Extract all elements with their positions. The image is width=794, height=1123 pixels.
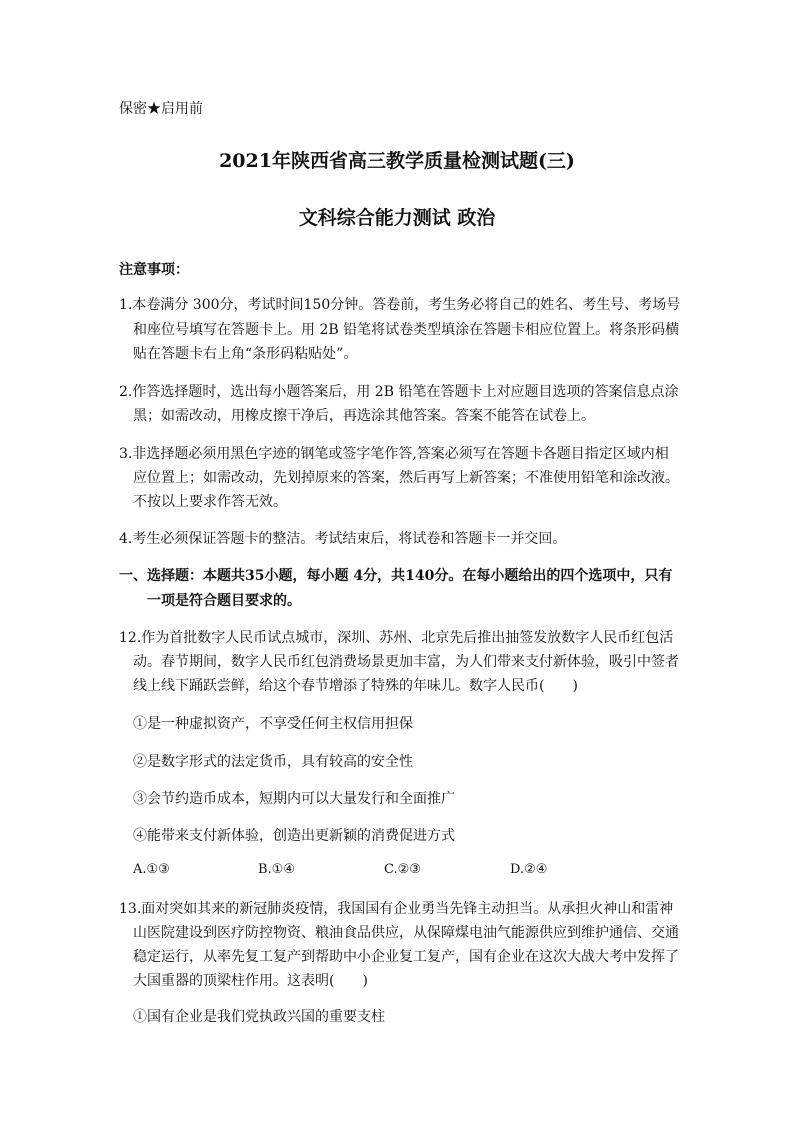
q13-stem-line-4: 大国重器的顶梁柱作用。这表明( ) (133, 973, 368, 989)
q12-stem-line-2: 动。春节期间，数字人民币红包消费场景更加丰富，为人们带来支付新体验，吸引中签者 (133, 654, 679, 670)
q12-option-3: ③会节约造币成本，短期内可以大量发行和全面推广 (133, 791, 455, 807)
q12-option-2: ②是数字形式的法定货币，具有较高的安全性 (133, 754, 413, 770)
notice-heading: 注意事项： (119, 262, 189, 278)
notice-item-2-line-1: 2.作答选择题时，选出每小题答案后，用 2B 铅笔在答题卡上对应题目选项的答案信息点涂 (119, 384, 679, 400)
q12-choice-a: A.①③ (133, 862, 170, 877)
q12-choice-d: D.②④ (510, 862, 548, 877)
notice-item-1-line-3: 贴在答题卡右上角“条形码粘贴处”。 (133, 346, 358, 362)
section-heading-line-2: 一项是符合题目要求的。 (147, 593, 301, 609)
notice-item-4-line-1: 4.考生必须保证答题卡的整洁。考试结束后，将试卷和答题卡一并交回。 (119, 531, 567, 547)
q12-choice-c: C.②③ (384, 862, 421, 877)
q12-choice-b: B.①④ (258, 862, 295, 877)
section-heading-line-1: 一、选择题：本题共35小题，每小题 4分，共140分。在每小题给出的四个选项中，只有 (119, 568, 673, 584)
exam-subtitle: 文科综合能力测试 政治 (298, 207, 496, 229)
exam-title: 2021年陕西省高三教学质量检测试题(三) (219, 150, 575, 172)
q13-option-1: ①国有企业是我们党执政兴国的重要支柱 (133, 1009, 385, 1025)
notice-item-3-line-2: 应位置上；如需改动，先划掉原来的答案，然后再写上新答案；不准使用铅笔和涂改液。 (133, 470, 679, 486)
confidential-label: 保密★启用前 (119, 101, 203, 117)
notice-item-3-line-3: 不按以上要求作答无效。 (133, 494, 287, 510)
q12-option-4: ④能带来支付新体验，创造出更新颖的消费促进方式 (133, 828, 455, 844)
q13-stem-line-1: 13.面对突如其来的新冠肺炎疫情，我国国有企业勇当先锋主动担当。从承担火神山和雷神 (119, 901, 674, 917)
notice-item-1-line-2: 和座位号填写在答题卡上。用 2B 铅笔将试卷类型填涂在答题卡相应位置上。将条形码横 (133, 322, 680, 338)
q13-stem-line-2: 山医院建设到医疗防控物资、粮油食品供应，从保障煤电油气能源供应到维护通信、交通 (133, 925, 679, 941)
q12-option-1: ①是一种虚拟资产，不享受任何主权信用担保 (133, 716, 413, 732)
notice-item-3-line-1: 3.非选择题必须用黑色字迹的钢笔或签字笔作答,答案必须写在答题卡各题目指定区域内相 (119, 446, 669, 462)
q12-stem-line-1: 12.作为首批数字人民币试点城市，深圳、苏州、北京先后推出抽签发放数字人民币红包活 (119, 630, 674, 646)
q12-stem-line-3: 线上线下踊跃尝鲜，给这个春节增添了特殊的年味儿。数字人民币( ) (133, 678, 578, 694)
notice-item-2-line-2: 黑；如需改动，用橡皮擦干净后，再选涂其他答案。答案不能答在试卷上。 (133, 408, 595, 424)
notice-item-1-line-1: 1.本卷满分 300分，考试时间150分钟。答卷前，考生务必将自己的姓名、考生号、考场号 (119, 297, 681, 313)
q13-stem-line-3: 稳定运行，从率先复工复产到帮助中小企业复工复产，国有企业在这次大战大考中发挥了 (133, 949, 679, 965)
